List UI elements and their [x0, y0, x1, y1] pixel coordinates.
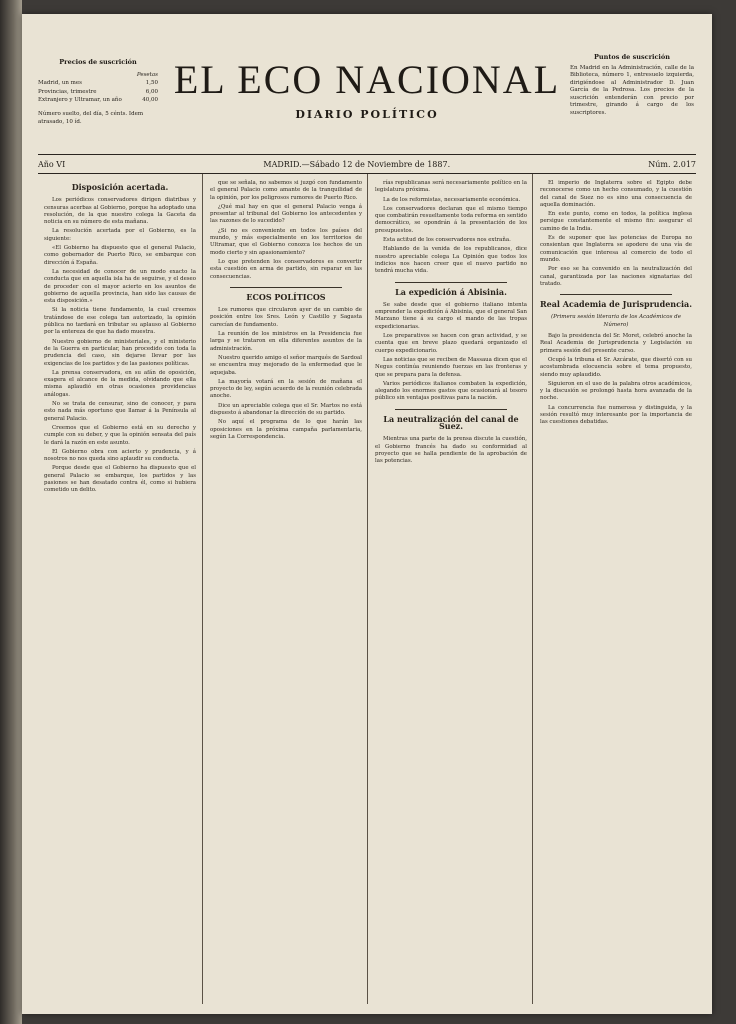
- currency-header: Pesetas: [136, 71, 158, 78]
- article-paragraph: La de los reformistas, necesariamente económica.: [383, 196, 521, 203]
- article-paragraph: Los conservadores declaran que el mismo tiempo que combatirán resueltamente toda reforma en sentido democrático, se opondrán á la presentación de los presupuestos.: [375, 205, 527, 234]
- newspaper-title: EL ECO NACIONAL: [173, 57, 561, 102]
- article-paragraph: Hablando de la venida de los republicanos, dice nuestro apreciable colega La Opinión que todos los indicios nos hacen creer que el nuevo partido no tendrá mucha vida.: [375, 246, 527, 275]
- scan-binding-edge: [0, 0, 22, 1024]
- article-paragraph: Los preparativos se hacen con gran actividad, y se cuenta que en breve plazo quedará organizado el cuerpo expedicionario.: [375, 333, 527, 354]
- article-headline: La neutralización del canal de Suez.: [383, 413, 519, 432]
- dateline: [38, 160, 696, 169]
- article-paragraph: Las noticias que se reciben de Massaua dicen que el Negus continúa reuniendo fuerzas en las fronteras y que se prepara para la defensa.: [375, 356, 527, 378]
- article-paragraph: La prensa conservadora, en su afán de oposición, exagera el alcance de la medida, olvidando que ella misma aplaudió en otras ocasiones providencias análogas.: [44, 369, 196, 398]
- masthead: [22, 14, 712, 144]
- column-divider: [532, 174, 533, 1004]
- article-paragraph: ¿Qué mal hay en que el general Palacio venga á presentar al tribunal del Gobierno los antecedentes y las razones de lo sucedido?: [210, 203, 362, 225]
- article-paragraph: Esta actitud de los conservadores nos extraña.: [383, 237, 511, 244]
- article-paragraph: Se sabe desde que el gobierno italiano intenta emprender la expedición á Abisinia, que el general San Marzano tiene á su cargo el mando de las tropas expedicionarias.: [375, 301, 527, 330]
- article-headline: La expedición á Abisinia.: [395, 286, 507, 297]
- newspaper-subtitle: DIARIO POLÍTICO: [295, 108, 439, 121]
- article-paragraph: La mayoría votará en la sesión de mañana el proyecto de ley, según acuerdo de la reunión celebrada anoche.: [210, 378, 362, 400]
- article-paragraph: Creemos que el Gobierno está en su derecho y cumple con su deber, y que la opinión sensata del país le dará la razón en este asunto.: [44, 424, 196, 446]
- issue-date: MADRID.—Sábado 12 de Noviembre de 1887.: [263, 160, 451, 169]
- section-rule: [230, 287, 342, 288]
- newspaper-page: [22, 14, 712, 1014]
- column-3: [375, 180, 527, 468]
- article-paragraph: Dice un apreciable colega que el Sr. Martos no está dispuesto á abandonar la dirección de su partido.: [210, 402, 362, 417]
- article-paragraph: Mientras una parte de la prensa discute la cuestión, el Gobierno francés ha dado su conformidad al proyecto que se halla pendiente de la aprobación de las potencias.: [375, 436, 527, 465]
- article-paragraph: No se trata de censurar, sino de conocer, y para esto nada más oportuno que llamar á la Península al general Palacio.: [44, 401, 196, 422]
- article-paragraph: No aquí el programa de lo que harán las oposiciones en la próxima campaña parlamentaria, según La Correspondencia.: [210, 419, 362, 440]
- section-rule: [395, 409, 507, 410]
- column-divider: [202, 174, 203, 1004]
- section-rule: [395, 282, 507, 283]
- article-paragraph: rías republicanas será necesariamente político en la legislatura próxima.: [375, 180, 527, 194]
- article-headline: Disposición acertada.: [71, 182, 169, 192]
- single-issue-note: Número suelto, del día, 5 cénts. Idem atrasado, 10 íd.: [38, 110, 144, 125]
- article-paragraph: Es de suponer que las potencias de Europa no consientan que Inglaterra se apodere de una vía de comunicación que interesa al comercio de todo el mundo.: [540, 235, 692, 263]
- article-paragraph: Siguieron en el uso de la palabra otros académicos, y la discusión se prolongó hasta hora avanzada de la noche.: [540, 380, 692, 402]
- column-1: [44, 180, 196, 497]
- article-paragraph: La resolución acertada por el Gobierno, es la siguiente:: [44, 228, 196, 242]
- issue-number: Núm. 2.017: [648, 160, 696, 169]
- article-paragraph: ¿Si no es conveniente en todos los países del mundo, y más especialmente en los territorios de Ultramar, que el Gobierno conozca los hechos de un modo cierto y sin apasionamiento?: [210, 227, 362, 256]
- year-label: Año VI: [38, 160, 66, 169]
- column-divider: [367, 174, 368, 1004]
- section-headline: ECOS POLÍTICOS: [246, 291, 326, 302]
- column-4: [540, 180, 692, 429]
- price-row: Madrid, un mes 1,50: [38, 80, 158, 86]
- subscription-points-title: Puntos de suscrición: [594, 53, 670, 61]
- subscription-prices-left: [38, 58, 158, 127]
- article-paragraph: En este punto, como en todos, la política inglesa persigue constantemente el mismo fin: asegurar el camino de la India.: [540, 211, 692, 232]
- price-row: Provincias, trimestre 6,00: [38, 88, 158, 95]
- article-paragraph: Nuestro querido amigo el señor marqués de Sardoal se encuentra muy mejorado de la enfermedad que le aquejaba.: [210, 354, 362, 376]
- article-paragraph: La necesidad de conocer de un modo exacto la conducta que en aquella isla ha de seguirse, y el deseo de proceder con el mayor acierto en los asuntos de gobierno de aquella provincia, han sido las causas de esta disposición.»: [44, 268, 196, 305]
- subscription-title: Precios de suscrición: [59, 58, 137, 66]
- article-paragraph: El imperio de Inglaterra sobre el Egipto debe reconocerse como un hecho consumado, y la cuestión del canal de Suez no es sino una consecuencia de aquella dominación.: [540, 180, 692, 208]
- article-paragraph: Lo que pretenden los conservadores es convertir esta cuestión en arma de partido, sin reparar en las consecuencias.: [210, 258, 362, 280]
- article-paragraph: Varios periódicos italianos combaten la expedición, alegando los enormes gastos que ocasionará al tesoro público sin ventajas positivas para la nación.: [375, 380, 527, 402]
- section-rule: [560, 294, 672, 295]
- article-paragraph: Porque desde que el Gobierno ha dispuesto que el general Palacio se embarque, los partidos y las pasiones se han desatado contra él, como si hubiera cometido un delito.: [44, 465, 196, 494]
- article-paragraph: La reunión de los ministros en la Presidencia fue larga y se trataron en ella diferentes asuntos de la administración.: [210, 331, 362, 352]
- article-headline: Real Academia de Jurisprudencia.: [540, 299, 692, 310]
- article-paragraph: Si la noticia tiene fundamento, la cual creemos tratándose de ese colega tan autorizado, la opinión pública no tardará en tributar su aplauso al Gobierno por la entereza de que ha dado muestra.: [44, 307, 196, 336]
- article-paragraph: «El Gobierno ha dispuesto que el general Palacio, como gobernador de Puerto Rico, se embarque con dirección á España.: [44, 245, 196, 266]
- article-paragraph: Nuestro gobierno de ministeriales, y el ministerio de la Guerra en particular, han procedido con toda la prudencia del caso, sin dejarse llevar por las exigencias de los partidos y de las pasiones políticas.: [44, 338, 196, 367]
- top-rule: [38, 154, 696, 155]
- article-paragraph: Bajo la presidencia del Sr. Moret, celebró anoche la Real Academia de Jurisprudencia y Legislación su primera sesión del presente curso.: [540, 333, 692, 354]
- article-paragraph: Los rumores que circularon ayer de un cambio de posición entre los Sres. León y Castillo y Sagasta carecían de fundamento.: [210, 307, 362, 328]
- article-paragraph: La concurrencia fue numerosa y distinguida, y la sesión resultó muy interesante por la importancia de las cuestiones debatidas.: [540, 404, 692, 426]
- subscription-points-right: [570, 54, 694, 117]
- article-paragraph: Los periódicos conservadores dirigen diatribas y censuras acerbas al Gobierno, porque ha adoptado una resolución, de la que nuestro colega la Gaceta da noticia en su número de esta mañana.: [44, 197, 196, 226]
- subscription-points-text: En Madrid en la Administración, calle de la Biblioteca, número 1, entresuelo izquierda, dirigiéndose al Administrador D. Juan García de la Pedrosa. Los precios de la suscrición entenderán con precio por trimestre, girando á cargo de los suscriptores.: [570, 64, 694, 116]
- article-paragraph: que se señala, no sabemos si juzgó con fundamento el general Palacio como amante de la tranquilidad de la opinión, por los peligrosos rumores de Puerto Rico.: [210, 180, 362, 201]
- price-row: Extranjero y Ultramar, un año 40,00: [38, 97, 158, 103]
- article-subheading: (Primera sesión literaria de los Académicos de Número): [551, 314, 681, 328]
- article-paragraph: Ocupó la tribuna el Sr. Azcárate, que disertó con su acostumbrada elocuencia sobre el tema propuesto, siendo muy aplaudido.: [540, 356, 692, 378]
- article-paragraph: Por eso se ha convenido en la neutralización del canal, garantizada por las naciones signatarias del tratado.: [540, 266, 692, 287]
- column-2: [210, 180, 362, 443]
- article-paragraph: El Gobierno obra con acierto y prudencia, y á nosotros no nos queda sino aplaudir su conducta.: [44, 448, 196, 463]
